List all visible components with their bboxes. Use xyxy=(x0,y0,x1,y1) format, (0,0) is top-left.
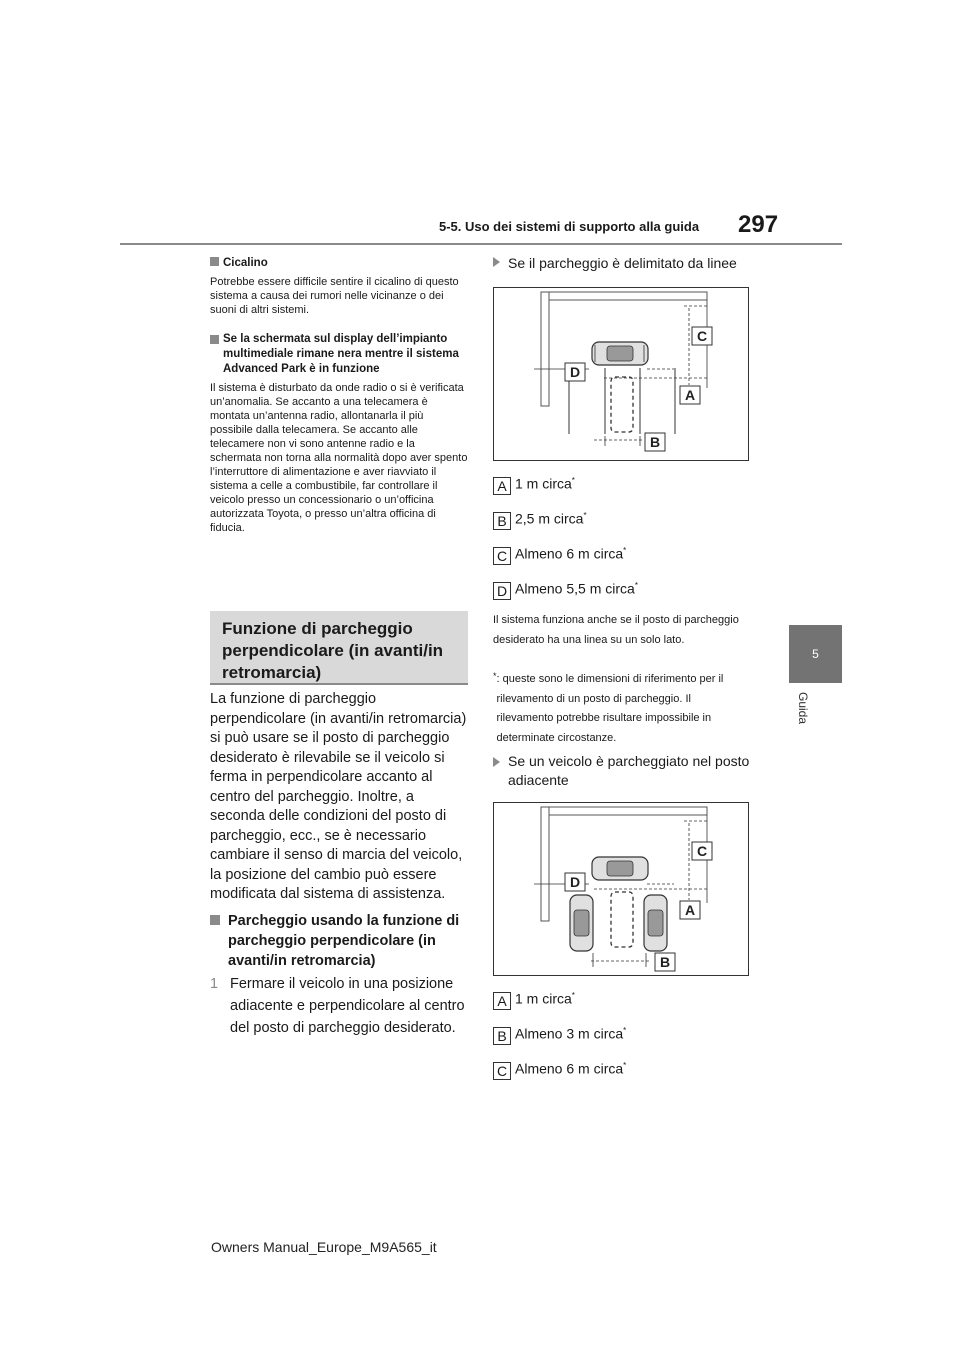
label-b: B xyxy=(660,954,671,970)
header-rule xyxy=(120,243,842,245)
cicalino-block xyxy=(210,256,468,317)
note-text: Il sistema funziona anche se il posto di parcheggio desiderato ha una linea su un solo lato. xyxy=(493,614,739,646)
legend2-a: A 1 m circa* xyxy=(493,986,575,1006)
label-c: C xyxy=(697,843,708,859)
step-number: 1 xyxy=(210,976,219,992)
parked-car-right-icon xyxy=(644,895,667,951)
section-header-title: 5-5. Uso dei sistemi di supporto alla guida xyxy=(439,219,700,234)
car-icon xyxy=(592,857,648,880)
bullet-lines: Se il parcheggio è delimitato da linee xyxy=(493,255,753,271)
section-rule xyxy=(210,683,468,685)
label-a: A xyxy=(685,902,696,918)
sub-heading: Parcheggio usando la funzione di parcheggio perpendicolare (in avanti/in retromarcia) xyxy=(210,911,470,971)
section-title: Funzione di parcheggio perpendicolare (in avanti/in retromarcia) xyxy=(222,619,444,682)
section-title-box xyxy=(210,611,468,683)
chapter-label: Guida xyxy=(796,692,810,725)
schermata-text: Il sistema è disturbato da onde radio o si è verificata un’anomalia. Se accanto a una telecamera è montata un’antenna radio, allontanarla il più possibile dalla telecamera. Se accanto alle telecamere non vi sono antenne radio e la schermata non torna alla normalità dopo aver spento l’interruttore di alimentazione e aver riavviato il sistema a celle a combustibile, far controllare il veicolo presso un concessionario o un’officina autorizzata Toyota, o presso un’altra officina di fiducia. xyxy=(210,382,468,534)
label-d: D xyxy=(570,364,581,380)
legend2-c: C Almeno 6 m circa* xyxy=(493,1056,626,1076)
label-d: D xyxy=(570,874,581,890)
label-c: C xyxy=(697,328,708,344)
parked-car-left-icon xyxy=(570,895,593,951)
chapter-tab xyxy=(789,625,842,683)
car-icon xyxy=(592,342,648,365)
footer-text: Owners Manual_Europe_M9A565_it xyxy=(211,1239,437,1255)
label-a: A xyxy=(685,387,696,403)
legend-c: C Almeno 6 m circa* xyxy=(493,541,626,561)
step-text: Fermare il veicolo in una posizione adiacente e perpendicolare al centro del posto di parcheggio desiderato. xyxy=(230,976,465,1036)
legend-a: A 1 m circa* xyxy=(493,471,575,491)
legend2-b: B Almeno 3 m circa* xyxy=(493,1021,626,1041)
footnote: * : queste sono le dimensioni di riferimento per il rilevamento di un posto di parcheggio. Il rilevamento potrebbe risultare impossibile in determinate circostanze. xyxy=(493,671,724,744)
legend-d: D Almeno 5,5 m circa* xyxy=(493,576,638,596)
parking-diagram-2 xyxy=(494,803,748,975)
body-paragraph: La funzione di parcheggio perpendicolare (in avanti/in retromarcia) si può usare se il posto di parcheggio desiderato è rilevabile se il veicolo si ferma in perpendicolare accanto al centro del parcheggio. Inoltre, a seconda delle condizioni del posto di parcheggio, ecc., se è necessario cambiare il senso di marcia del veicolo, la posizione del cambio può essere modificata dal sistema di assistenza. xyxy=(210,691,467,902)
cicalino-text: Potrebbe essere difficile sentire il cicalino di questo sistema a causa dei rumori nelle vicinanze o dei suoni di altri sistemi. xyxy=(210,276,459,316)
cicalino-heading: Cicalino xyxy=(210,256,468,271)
bullet-adjacent-vehicle: Se un veicolo è parcheggiato nel posto adiacente xyxy=(493,752,753,790)
legend-b: B 2,5 m circa* xyxy=(493,506,587,526)
schermata-heading: Se la schermata sul display dell’impianto multimediale rimane nera mentre il sistema Advanced Park è in funzione xyxy=(210,332,468,377)
label-b: B xyxy=(650,434,661,450)
triangle-bullet-icon xyxy=(493,757,500,767)
square-bullet-icon xyxy=(210,915,220,925)
square-bullet-icon xyxy=(210,335,219,344)
diagram-lined-parking xyxy=(493,287,749,461)
parking-diagram-1 xyxy=(494,288,748,460)
diagram-adjacent-vehicle xyxy=(493,802,749,976)
square-bullet-icon xyxy=(210,257,219,266)
schermata-block xyxy=(210,332,468,535)
page-number: 297 xyxy=(738,211,779,238)
chapter-number: 5 xyxy=(812,647,819,661)
step-1 xyxy=(210,973,470,1039)
triangle-bullet-icon xyxy=(493,257,500,267)
